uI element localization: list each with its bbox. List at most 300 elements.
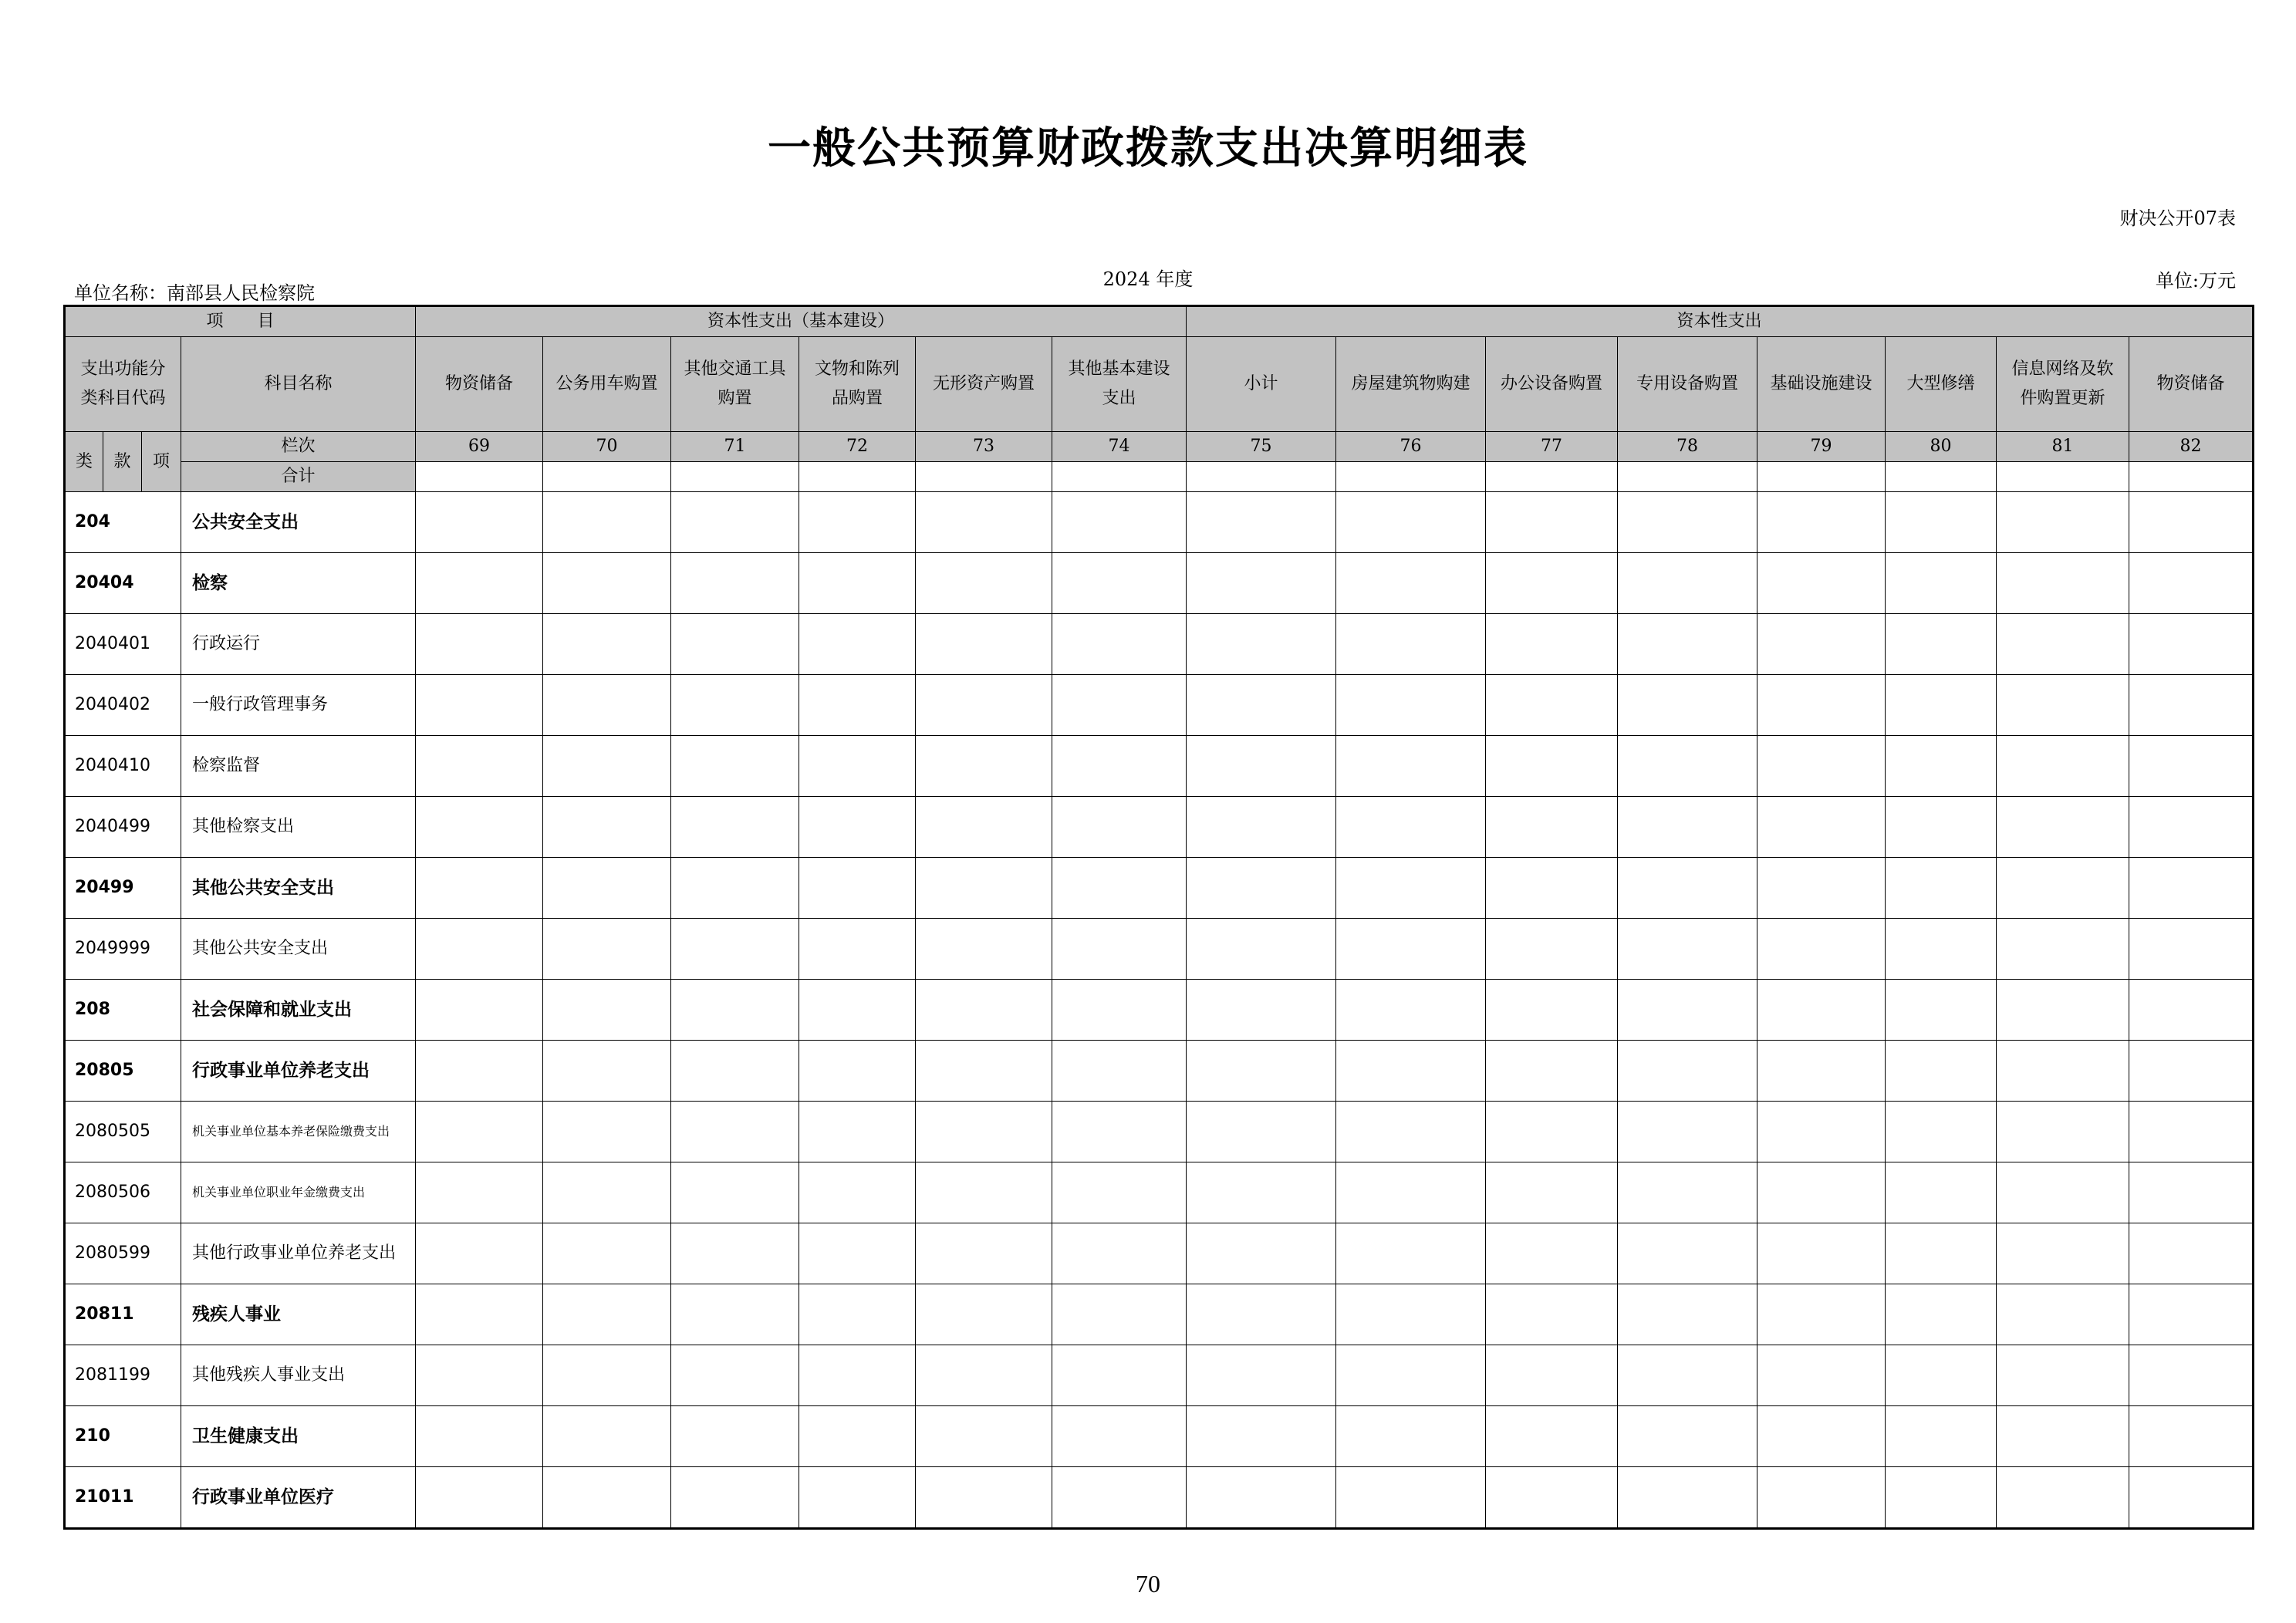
- subject-code: 20404: [65, 553, 181, 614]
- amount-cell: [1757, 919, 1886, 980]
- amount-cell: [2129, 1467, 2254, 1529]
- subject-name: 行政运行: [181, 614, 416, 675]
- amount-cell: [1997, 614, 2129, 675]
- amount-cell: [1886, 1406, 1997, 1467]
- amount-cell: [1997, 980, 2129, 1041]
- amount-cell: [916, 553, 1052, 614]
- amount-cell: [1052, 553, 1187, 614]
- amount-cell: [799, 1041, 916, 1102]
- amount-cell: [1997, 1284, 2129, 1345]
- total-cell: [1997, 462, 2129, 492]
- amount-cell: [1187, 1284, 1336, 1345]
- column-number: 80: [1886, 432, 1997, 462]
- amount-cell: [916, 1345, 1052, 1406]
- amount-cell: [1052, 736, 1187, 797]
- amount-cell: [1187, 1223, 1336, 1284]
- table-row: [65, 1406, 2254, 1467]
- amount-cell: [2129, 736, 2254, 797]
- total-label: 合计: [181, 462, 416, 492]
- amount-cell: [1187, 1162, 1336, 1223]
- amount-cell: [799, 1345, 916, 1406]
- amount-cell: [2129, 1345, 2254, 1406]
- amount-cell: [1997, 1041, 2129, 1102]
- subject-name: 其他检察支出: [181, 797, 416, 858]
- amount-cell: [1486, 919, 1618, 980]
- amount-cell: [1187, 1406, 1336, 1467]
- amount-cell: [1486, 1284, 1618, 1345]
- table-row: [65, 553, 2254, 614]
- table-row: [65, 614, 2254, 675]
- amount-cell: [543, 675, 671, 736]
- amount-cell: [1618, 1345, 1757, 1406]
- amount-cell: [416, 1345, 543, 1406]
- amount-cell: [916, 797, 1052, 858]
- amount-cell: [2129, 1041, 2254, 1102]
- unit-name: 单位名称：南部县人民检察院: [74, 282, 315, 304]
- amount-cell: [2129, 980, 2254, 1041]
- amount-cell: [416, 553, 543, 614]
- page-number: 70: [1136, 1570, 1160, 1598]
- amount-cell: [1997, 1162, 2129, 1223]
- xiang-header: 项: [142, 432, 181, 492]
- amount-cell: [1757, 553, 1886, 614]
- amount-cell: [1486, 736, 1618, 797]
- total-cell: [1052, 462, 1187, 492]
- amount-cell: [1618, 675, 1757, 736]
- amount-cell: [671, 919, 799, 980]
- amount-cell: [1757, 1162, 1886, 1223]
- amount-cell: [1757, 492, 1886, 553]
- column-number: 71: [671, 432, 799, 462]
- amount-cell: [1997, 736, 2129, 797]
- amount-cell: [1336, 1041, 1486, 1102]
- amount-cell: [416, 736, 543, 797]
- amount-cell: [671, 797, 799, 858]
- amount-cell: [1336, 919, 1486, 980]
- amount-cell: [1997, 1467, 2129, 1529]
- amount-cell: [416, 1406, 543, 1467]
- table-row: [65, 1345, 2254, 1406]
- subject-code: 210: [65, 1406, 181, 1467]
- column-number: 73: [916, 432, 1052, 462]
- subject-name: 卫生健康支出: [181, 1406, 416, 1467]
- column-number: 75: [1187, 432, 1336, 462]
- amount-cell: [1886, 736, 1997, 797]
- amount-cell: [1886, 492, 1997, 553]
- amount-cell: [1052, 1345, 1187, 1406]
- amount-cell: [916, 1162, 1052, 1223]
- amount-cell: [1997, 858, 2129, 919]
- amount-cell: [916, 1102, 1052, 1162]
- amount-cell: [1336, 492, 1486, 553]
- amount-cell: [1052, 1406, 1187, 1467]
- subject-code: 21011: [65, 1467, 181, 1529]
- capital-basic-group-header: 资本性支出（基本建设）: [416, 306, 1187, 337]
- amount-cell: [671, 1102, 799, 1162]
- table-row: [65, 1041, 2254, 1102]
- amount-cell: [543, 1162, 671, 1223]
- subject-name: 社会保障和就业支出: [181, 980, 416, 1041]
- amount-cell: [1336, 980, 1486, 1041]
- subject-code: 2040410: [65, 736, 181, 797]
- amount-cell: [543, 1223, 671, 1284]
- amount-cell: [1997, 1223, 2129, 1284]
- amount-cell: [1052, 1223, 1187, 1284]
- amount-cell: [1618, 614, 1757, 675]
- column-header: 小计: [1187, 337, 1336, 432]
- amount-cell: [1052, 1467, 1187, 1529]
- amount-cell: [1486, 1162, 1618, 1223]
- amount-cell: [1336, 1345, 1486, 1406]
- table-row: [65, 675, 2254, 736]
- amount-cell: [543, 919, 671, 980]
- amount-cell: [543, 553, 671, 614]
- amount-cell: [1486, 1345, 1618, 1406]
- amount-cell: [1886, 1345, 1997, 1406]
- amount-cell: [671, 1041, 799, 1102]
- amount-cell: [1757, 675, 1886, 736]
- amount-cell: [1052, 919, 1187, 980]
- amount-cell: [671, 980, 799, 1041]
- amount-cell: [1618, 980, 1757, 1041]
- amount-cell: [1618, 553, 1757, 614]
- amount-cell: [1052, 1102, 1187, 1162]
- amount-cell: [916, 1041, 1052, 1102]
- amount-cell: [916, 919, 1052, 980]
- amount-cell: [543, 1467, 671, 1529]
- column-header: 其他交通工具购置: [671, 337, 799, 432]
- total-cell: [1757, 462, 1886, 492]
- amount-cell: [1997, 1406, 2129, 1467]
- amount-cell: [1997, 492, 2129, 553]
- amount-cell: [799, 919, 916, 980]
- amount-cell: [1886, 1162, 1997, 1223]
- total-cell: [671, 462, 799, 492]
- amount-cell: [1052, 858, 1187, 919]
- subject-name: 其他行政事业单位养老支出: [181, 1223, 416, 1284]
- amount-cell: [1187, 614, 1336, 675]
- amount-cell: [1486, 1041, 1618, 1102]
- amount-cell: [416, 614, 543, 675]
- column-header: 大型修缮: [1886, 337, 1997, 432]
- subject-name: 检察: [181, 553, 416, 614]
- amount-cell: [799, 492, 916, 553]
- amount-cell: [671, 1406, 799, 1467]
- amount-cell: [1336, 1406, 1486, 1467]
- amount-cell: [1336, 553, 1486, 614]
- column-header: 公务用车购置: [543, 337, 671, 432]
- amount-cell: [543, 980, 671, 1041]
- table-row: [65, 736, 2254, 797]
- page-title: 一般公共预算财政拨款支出决算明细表: [768, 123, 1528, 174]
- amount-cell: [543, 1345, 671, 1406]
- amount-cell: [1187, 980, 1336, 1041]
- amount-cell: [1486, 1406, 1618, 1467]
- amount-cell: [1052, 1284, 1187, 1345]
- subject-code: 2080599: [65, 1223, 181, 1284]
- column-header: 其他基本建设支出: [1052, 337, 1187, 432]
- subject-name: 其他公共安全支出: [181, 919, 416, 980]
- amount-cell: [671, 675, 799, 736]
- amount-cell: [1618, 1223, 1757, 1284]
- amount-cell: [1187, 675, 1336, 736]
- table-row: [65, 797, 2254, 858]
- table-row: [65, 919, 2254, 980]
- amount-cell: [1486, 1467, 1618, 1529]
- column-header: 基础设施建设: [1757, 337, 1886, 432]
- subject-name: 行政事业单位医疗: [181, 1467, 416, 1529]
- amount-cell: [1336, 614, 1486, 675]
- table-row: [65, 858, 2254, 919]
- amount-cell: [416, 1102, 543, 1162]
- amount-cell: [1336, 1467, 1486, 1529]
- amount-cell: [1052, 492, 1187, 553]
- table-row: [65, 1162, 2254, 1223]
- amount-cell: [1618, 1162, 1757, 1223]
- amount-cell: [1618, 1406, 1757, 1467]
- column-number: 76: [1336, 432, 1486, 462]
- amount-cell: [671, 736, 799, 797]
- amount-cell: [799, 797, 916, 858]
- amount-cell: [1336, 675, 1486, 736]
- amount-cell: [1336, 736, 1486, 797]
- total-cell: [1486, 462, 1618, 492]
- table-row: [65, 492, 2254, 553]
- amount-cell: [2129, 858, 2254, 919]
- column-number: 78: [1618, 432, 1757, 462]
- amount-cell: [799, 1467, 916, 1529]
- amount-cell: [1336, 1223, 1486, 1284]
- total-cell: [1187, 462, 1336, 492]
- amount-cell: [1486, 492, 1618, 553]
- total-cell: [1336, 462, 1486, 492]
- amount-cell: [1997, 797, 2129, 858]
- amount-cell: [1187, 797, 1336, 858]
- expenditure-table: [63, 305, 2254, 1530]
- amount-cell: [1757, 1102, 1886, 1162]
- amount-cell: [1886, 1467, 1997, 1529]
- amount-cell: [799, 1102, 916, 1162]
- column-number: 81: [1997, 432, 2129, 462]
- subject-name: 其他公共安全支出: [181, 858, 416, 919]
- table-row: [65, 980, 2254, 1041]
- amount-cell: [1757, 1406, 1886, 1467]
- amount-cell: [543, 1406, 671, 1467]
- subject-code: 208: [65, 980, 181, 1041]
- subject-code: 2081199: [65, 1345, 181, 1406]
- fiscal-year: 2024 年度: [1102, 268, 1194, 290]
- amount-cell: [543, 1284, 671, 1345]
- amount-cell: [543, 858, 671, 919]
- subject-code: 2040402: [65, 675, 181, 736]
- column-header: 无形资产购置: [916, 337, 1052, 432]
- amount-cell: [1336, 1102, 1486, 1162]
- amount-cell: [1336, 797, 1486, 858]
- form-number: 财决公开07表: [2119, 208, 2236, 229]
- amount-cell: [543, 1041, 671, 1102]
- amount-cell: [1997, 1345, 2129, 1406]
- subject-name: 机关事业单位职业年金缴费支出: [181, 1162, 416, 1223]
- amount-cell: [916, 1223, 1052, 1284]
- column-header: 物资储备: [2129, 337, 2254, 432]
- amount-cell: [1486, 797, 1618, 858]
- subject-code: 2049999: [65, 919, 181, 980]
- subject-name: 机关事业单位基本养老保险缴费支出: [181, 1102, 416, 1162]
- amount-cell: [671, 1162, 799, 1223]
- amount-cell: [671, 1345, 799, 1406]
- subject-name-header: 科目名称: [181, 337, 416, 432]
- amount-cell: [2129, 1223, 2254, 1284]
- subject-name: 一般行政管理事务: [181, 675, 416, 736]
- item-header: 项 目: [65, 306, 416, 337]
- amount-cell: [916, 492, 1052, 553]
- column-number: 72: [799, 432, 916, 462]
- subject-name: 公共安全支出: [181, 492, 416, 553]
- amount-cell: [2129, 553, 2254, 614]
- total-cell: [1886, 462, 1997, 492]
- amount-cell: [916, 1284, 1052, 1345]
- column-number: 74: [1052, 432, 1187, 462]
- class-code-header: 支出功能分类科目代码: [65, 337, 181, 432]
- amount-cell: [1052, 797, 1187, 858]
- subject-code: 204: [65, 492, 181, 553]
- amount-cell: [1618, 492, 1757, 553]
- amount-cell: [1757, 1467, 1886, 1529]
- amount-cell: [799, 675, 916, 736]
- amount-cell: [1486, 980, 1618, 1041]
- amount-cell: [1757, 797, 1886, 858]
- column-header: 物资储备: [416, 337, 543, 432]
- amount-cell: [543, 1102, 671, 1162]
- amount-cell: [1618, 1102, 1757, 1162]
- amount-cell: [416, 797, 543, 858]
- amount-cell: [1052, 980, 1187, 1041]
- column-number: 79: [1757, 432, 1886, 462]
- total-cell: [416, 462, 543, 492]
- amount-cell: [1618, 1041, 1757, 1102]
- currency-unit: 单位:万元: [2155, 270, 2236, 292]
- amount-cell: [1886, 1041, 1997, 1102]
- amount-cell: [799, 736, 916, 797]
- amount-cell: [1997, 553, 2129, 614]
- amount-cell: [416, 858, 543, 919]
- amount-cell: [799, 1162, 916, 1223]
- amount-cell: [1757, 1041, 1886, 1102]
- column-header: 信息网络及软件购置更新: [1997, 337, 2129, 432]
- amount-cell: [416, 1223, 543, 1284]
- column-number: 69: [416, 432, 543, 462]
- column-header: 房屋建筑物购建: [1336, 337, 1486, 432]
- amount-cell: [1886, 797, 1997, 858]
- amount-cell: [1486, 1102, 1618, 1162]
- amount-cell: [416, 980, 543, 1041]
- column-header: 文物和陈列品购置: [799, 337, 916, 432]
- amount-cell: [1618, 736, 1757, 797]
- column-number: 77: [1486, 432, 1618, 462]
- amount-cell: [1486, 553, 1618, 614]
- amount-cell: [1886, 1284, 1997, 1345]
- amount-cell: [1757, 1345, 1886, 1406]
- amount-cell: [2129, 1162, 2254, 1223]
- amount-cell: [916, 675, 1052, 736]
- amount-cell: [671, 1467, 799, 1529]
- amount-cell: [1618, 1284, 1757, 1345]
- amount-cell: [671, 614, 799, 675]
- subject-name: 检察监督: [181, 736, 416, 797]
- subject-code: 20811: [65, 1284, 181, 1345]
- amount-cell: [916, 980, 1052, 1041]
- amount-cell: [1886, 675, 1997, 736]
- subject-name: 其他残疾人事业支出: [181, 1345, 416, 1406]
- amount-cell: [1052, 614, 1187, 675]
- amount-cell: [1886, 858, 1997, 919]
- amount-cell: [1886, 1102, 1997, 1162]
- table-row: [65, 1223, 2254, 1284]
- amount-cell: [416, 492, 543, 553]
- amount-cell: [799, 614, 916, 675]
- amount-cell: [543, 797, 671, 858]
- amount-cell: [1187, 1041, 1336, 1102]
- amount-cell: [1757, 980, 1886, 1041]
- amount-cell: [543, 736, 671, 797]
- amount-cell: [1618, 797, 1757, 858]
- amount-cell: [1336, 1162, 1486, 1223]
- amount-cell: [799, 858, 916, 919]
- capital-group-header: 资本性支出: [1187, 306, 2254, 337]
- amount-cell: [1187, 553, 1336, 614]
- amount-cell: [1886, 553, 1997, 614]
- subject-name: 行政事业单位养老支出: [181, 1041, 416, 1102]
- amount-cell: [916, 614, 1052, 675]
- amount-cell: [1997, 919, 2129, 980]
- subject-name: 残疾人事业: [181, 1284, 416, 1345]
- column-number: 82: [2129, 432, 2254, 462]
- amount-cell: [416, 1041, 543, 1102]
- amount-cell: [1757, 858, 1886, 919]
- amount-cell: [416, 1467, 543, 1529]
- amount-cell: [1052, 1162, 1187, 1223]
- subject-code: 20805: [65, 1041, 181, 1102]
- amount-cell: [916, 1467, 1052, 1529]
- amount-cell: [2129, 1406, 2254, 1467]
- subject-code: 2080506: [65, 1162, 181, 1223]
- amount-cell: [671, 858, 799, 919]
- amount-cell: [1486, 675, 1618, 736]
- table-row: [65, 1102, 2254, 1162]
- amount-cell: [1886, 1223, 1997, 1284]
- total-cell: [543, 462, 671, 492]
- column-header: 专用设备购置: [1618, 337, 1757, 432]
- amount-cell: [1997, 1102, 2129, 1162]
- amount-cell: [1486, 858, 1618, 919]
- amount-cell: [799, 1223, 916, 1284]
- subject-code: 2040401: [65, 614, 181, 675]
- amount-cell: [1052, 1041, 1187, 1102]
- amount-cell: [1187, 919, 1336, 980]
- amount-cell: [916, 736, 1052, 797]
- subject-code: 2080505: [65, 1102, 181, 1162]
- amount-cell: [1187, 492, 1336, 553]
- amount-cell: [1187, 1345, 1336, 1406]
- kuan-header: 款: [103, 432, 142, 492]
- subject-code: 2040499: [65, 797, 181, 858]
- amount-cell: [671, 1284, 799, 1345]
- amount-cell: [671, 492, 799, 553]
- total-cell: [916, 462, 1052, 492]
- total-cell: [1618, 462, 1757, 492]
- amount-cell: [799, 553, 916, 614]
- table-row: [65, 1284, 2254, 1345]
